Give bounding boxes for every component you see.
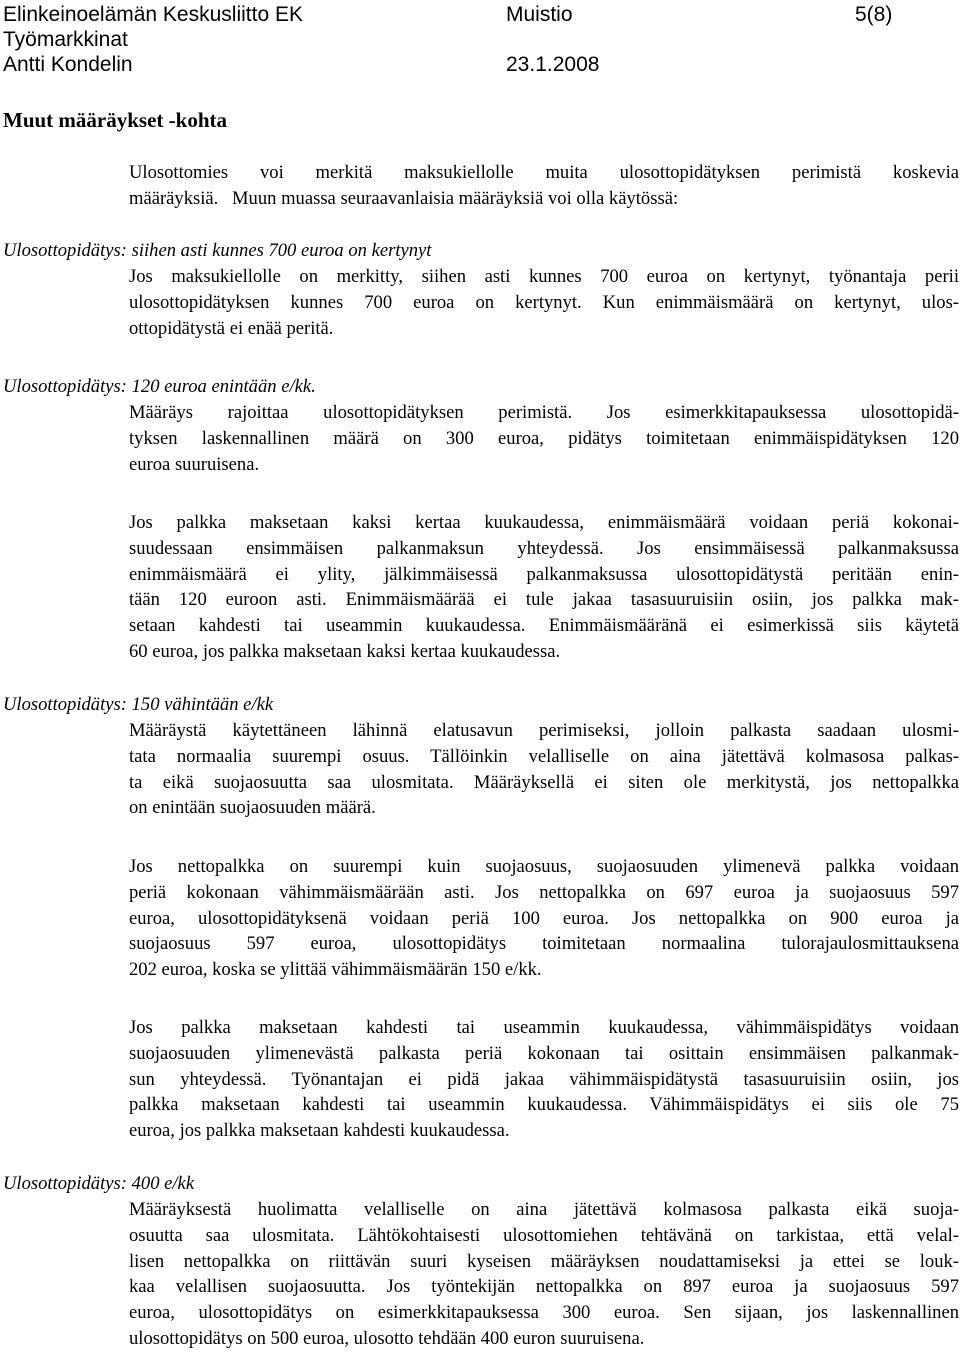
text-line: setaan kahdesti tai useammin kuukaudessa. Enimmäismääränä ei esimerkissä siis käytetä <box>129 615 959 637</box>
header-row-3 <box>3 53 600 77</box>
text-line: periä kokonaan vähimmäismäärään asti. Jos nettopalkka on 697 euroa ja suojaosuus 597 <box>129 881 959 903</box>
document-date: 23.1.2008 <box>506 53 600 76</box>
text-line: tata normaalia suurempi osuus. Tällöinkin velalliselle on aina jätettävä kolmasosa palkas- <box>129 745 959 767</box>
organization-name: Elinkeinoelämän Keskusliitto EK <box>3 3 303 26</box>
paragraph-700 <box>129 264 959 341</box>
text-line: palkka maksetaan kahdesti tai useammin kuukaudessa. Vähimmäispidätys ei siis ole 75 <box>129 1094 959 1116</box>
text-line: tään 120 euroon asti. Enimmäismäärää ei tule jakaa tasasuuruisiin osiin, jos palkka mak- <box>129 589 959 611</box>
text-line: suojaosuuden ylimenevästä palkasta periä kokonaan tai osittain ensimmäisen palkanmak- <box>129 1042 959 1064</box>
document-type: Muistio <box>506 3 573 26</box>
text-line: suudessaan ensimmäisen palkanmaksun yhteydessä. Jos ensimmäisessä palkanmaksussa <box>129 537 959 559</box>
text-line: Jos maksukiellolle on merkitty, siihen asti kunnes 700 euroa on kertynyt, työnantaja perii <box>129 266 959 287</box>
text-line: euroa suuruisena. <box>129 453 260 475</box>
paragraph-150-b <box>129 854 959 983</box>
text-line: 60 euroa, jos palkka maksetaan kaksi kertaa kuukaudessa. <box>129 640 561 662</box>
header-row-2 <box>3 28 128 52</box>
paragraph-120-a <box>129 400 959 477</box>
text-line: on enintään suojaosuuden määrä. <box>129 797 376 819</box>
text-line: euroa, ulosottopidätys on esimerkkitapauksessa 300 euroa. Sen sijaan, jos laskennallinen <box>129 1302 959 1324</box>
paragraph-150-c <box>129 1015 959 1144</box>
text-line: enimmäismäärä ei ylity, jälkimmäisessä palkanmaksussa ulosottopidätystä peritään enin- <box>129 563 959 585</box>
text-line: Jos palkka maksetaan kahdesti tai useammin kuukaudessa, vähimmäispidätys voidaan <box>129 1017 959 1038</box>
paragraph-150-a <box>129 718 959 821</box>
paragraph-400 <box>129 1197 959 1352</box>
text-line: kaa velallisen suojaosuutta. Jos työntekijän nettopalkka on 897 euroa ja suojaosuus 597 <box>129 1276 959 1298</box>
text-line: lisen nettopalkka on riittävän suuri kyseisen määräyksen noudattamiseksi ja ettei se louk- <box>129 1250 959 1272</box>
text-line: 202 euroa, koska se ylittää vähimmäismäärän 150 e/kk. <box>129 959 542 981</box>
paragraph-120-b <box>129 510 959 665</box>
text-line: ta eikä suojaosuutta saa ulosmitata. Määräyksellä ei siten ole merkitystä, jos nettopalkka <box>129 771 959 793</box>
subheading-150: Ulosottopidätys: 150 vähintään e/kk <box>3 694 274 715</box>
text-line: Määräyksestä huolimatta velalliselle on aina jätettävä kolmasosa palkasta eikä suoja- <box>129 1199 959 1220</box>
department: Työmarkkinat <box>3 28 128 51</box>
text-line: Ulosottomies voi merkitä maksukiellolle muita ulosottopidätyksen perimistä koskevia <box>129 162 959 183</box>
section-title: Muut määräykset -kohta <box>3 108 227 132</box>
page-number: 5(8) <box>855 3 893 26</box>
subheading-700: Ulosottopidätys: siihen asti kunnes 700 euroa on kertynyt <box>3 240 432 261</box>
text-line: ulosottopidätys on 500 euroa, ulosotto tehdään 400 euron suuruisena. <box>129 1327 645 1349</box>
text-line: osuutta saa ulosmitata. Lähtökohtaisesti ulosottomiehen tehtävänä on tarkistaa, että velal- <box>129 1224 959 1246</box>
text-line: tyksen laskennallinen määrä on 300 euroa, pidätys toimitetaan enimmäispidätyksen 120 <box>129 427 959 449</box>
intro-paragraph <box>129 160 959 186</box>
text-line: suojaosuus 597 euroa, ulosottopidätys toimitetaan normaalina tulorajaulosmittauksena <box>129 933 959 955</box>
text-line: Muun muassa seuraavanlaisia määräyksiä voi olla käytössä: <box>232 188 679 209</box>
subheading-400: Ulosottopidätys: 400 e/kk <box>3 1173 195 1194</box>
text-line: määräyksiä. <box>129 188 219 209</box>
subheading-120: Ulosottopidätys: 120 euroa enintään e/kk. <box>3 376 316 397</box>
header-row-1 <box>3 3 893 27</box>
author: Antti Kondelin <box>3 53 133 76</box>
text-line: euroa, jos palkka maksetaan kahdesti kuukaudessa. <box>129 1120 510 1142</box>
text-line: ottopidätystä ei enää peritä. <box>129 317 334 339</box>
text-line: ulosottopidätyksen kunnes 700 euroa on kertynyt. Kun enimmäismäärä on kertynyt, ulos- <box>129 291 959 313</box>
text-line: sun yhteydessä. Työnantajan ei pidä jakaa vähimmäispidätystä tasasuuruisiin osiin, jos <box>129 1068 959 1090</box>
text-line: Jos palkka maksetaan kaksi kertaa kuukaudessa, enimmäismäärä voidaan periä kokonai- <box>129 512 959 533</box>
text-line: euroa, ulosottopidätyksenä voidaan periä 100 euroa. Jos nettopalkka on 900 euroa ja <box>129 907 959 929</box>
text-line: Määräystä käytettäneen lähinnä elatusavun perimiseksi, jolloin palkasta saadaan ulosmi- <box>129 720 959 741</box>
text-line: Jos nettopalkka on suurempi kuin suojaosuus, suojaosuuden ylimenevä palkka voidaan <box>129 856 959 877</box>
text-line: Määräys rajoittaa ulosottopidätyksen perimistä. Jos esimerkkitapauksessa ulosottopidä- <box>129 402 959 423</box>
